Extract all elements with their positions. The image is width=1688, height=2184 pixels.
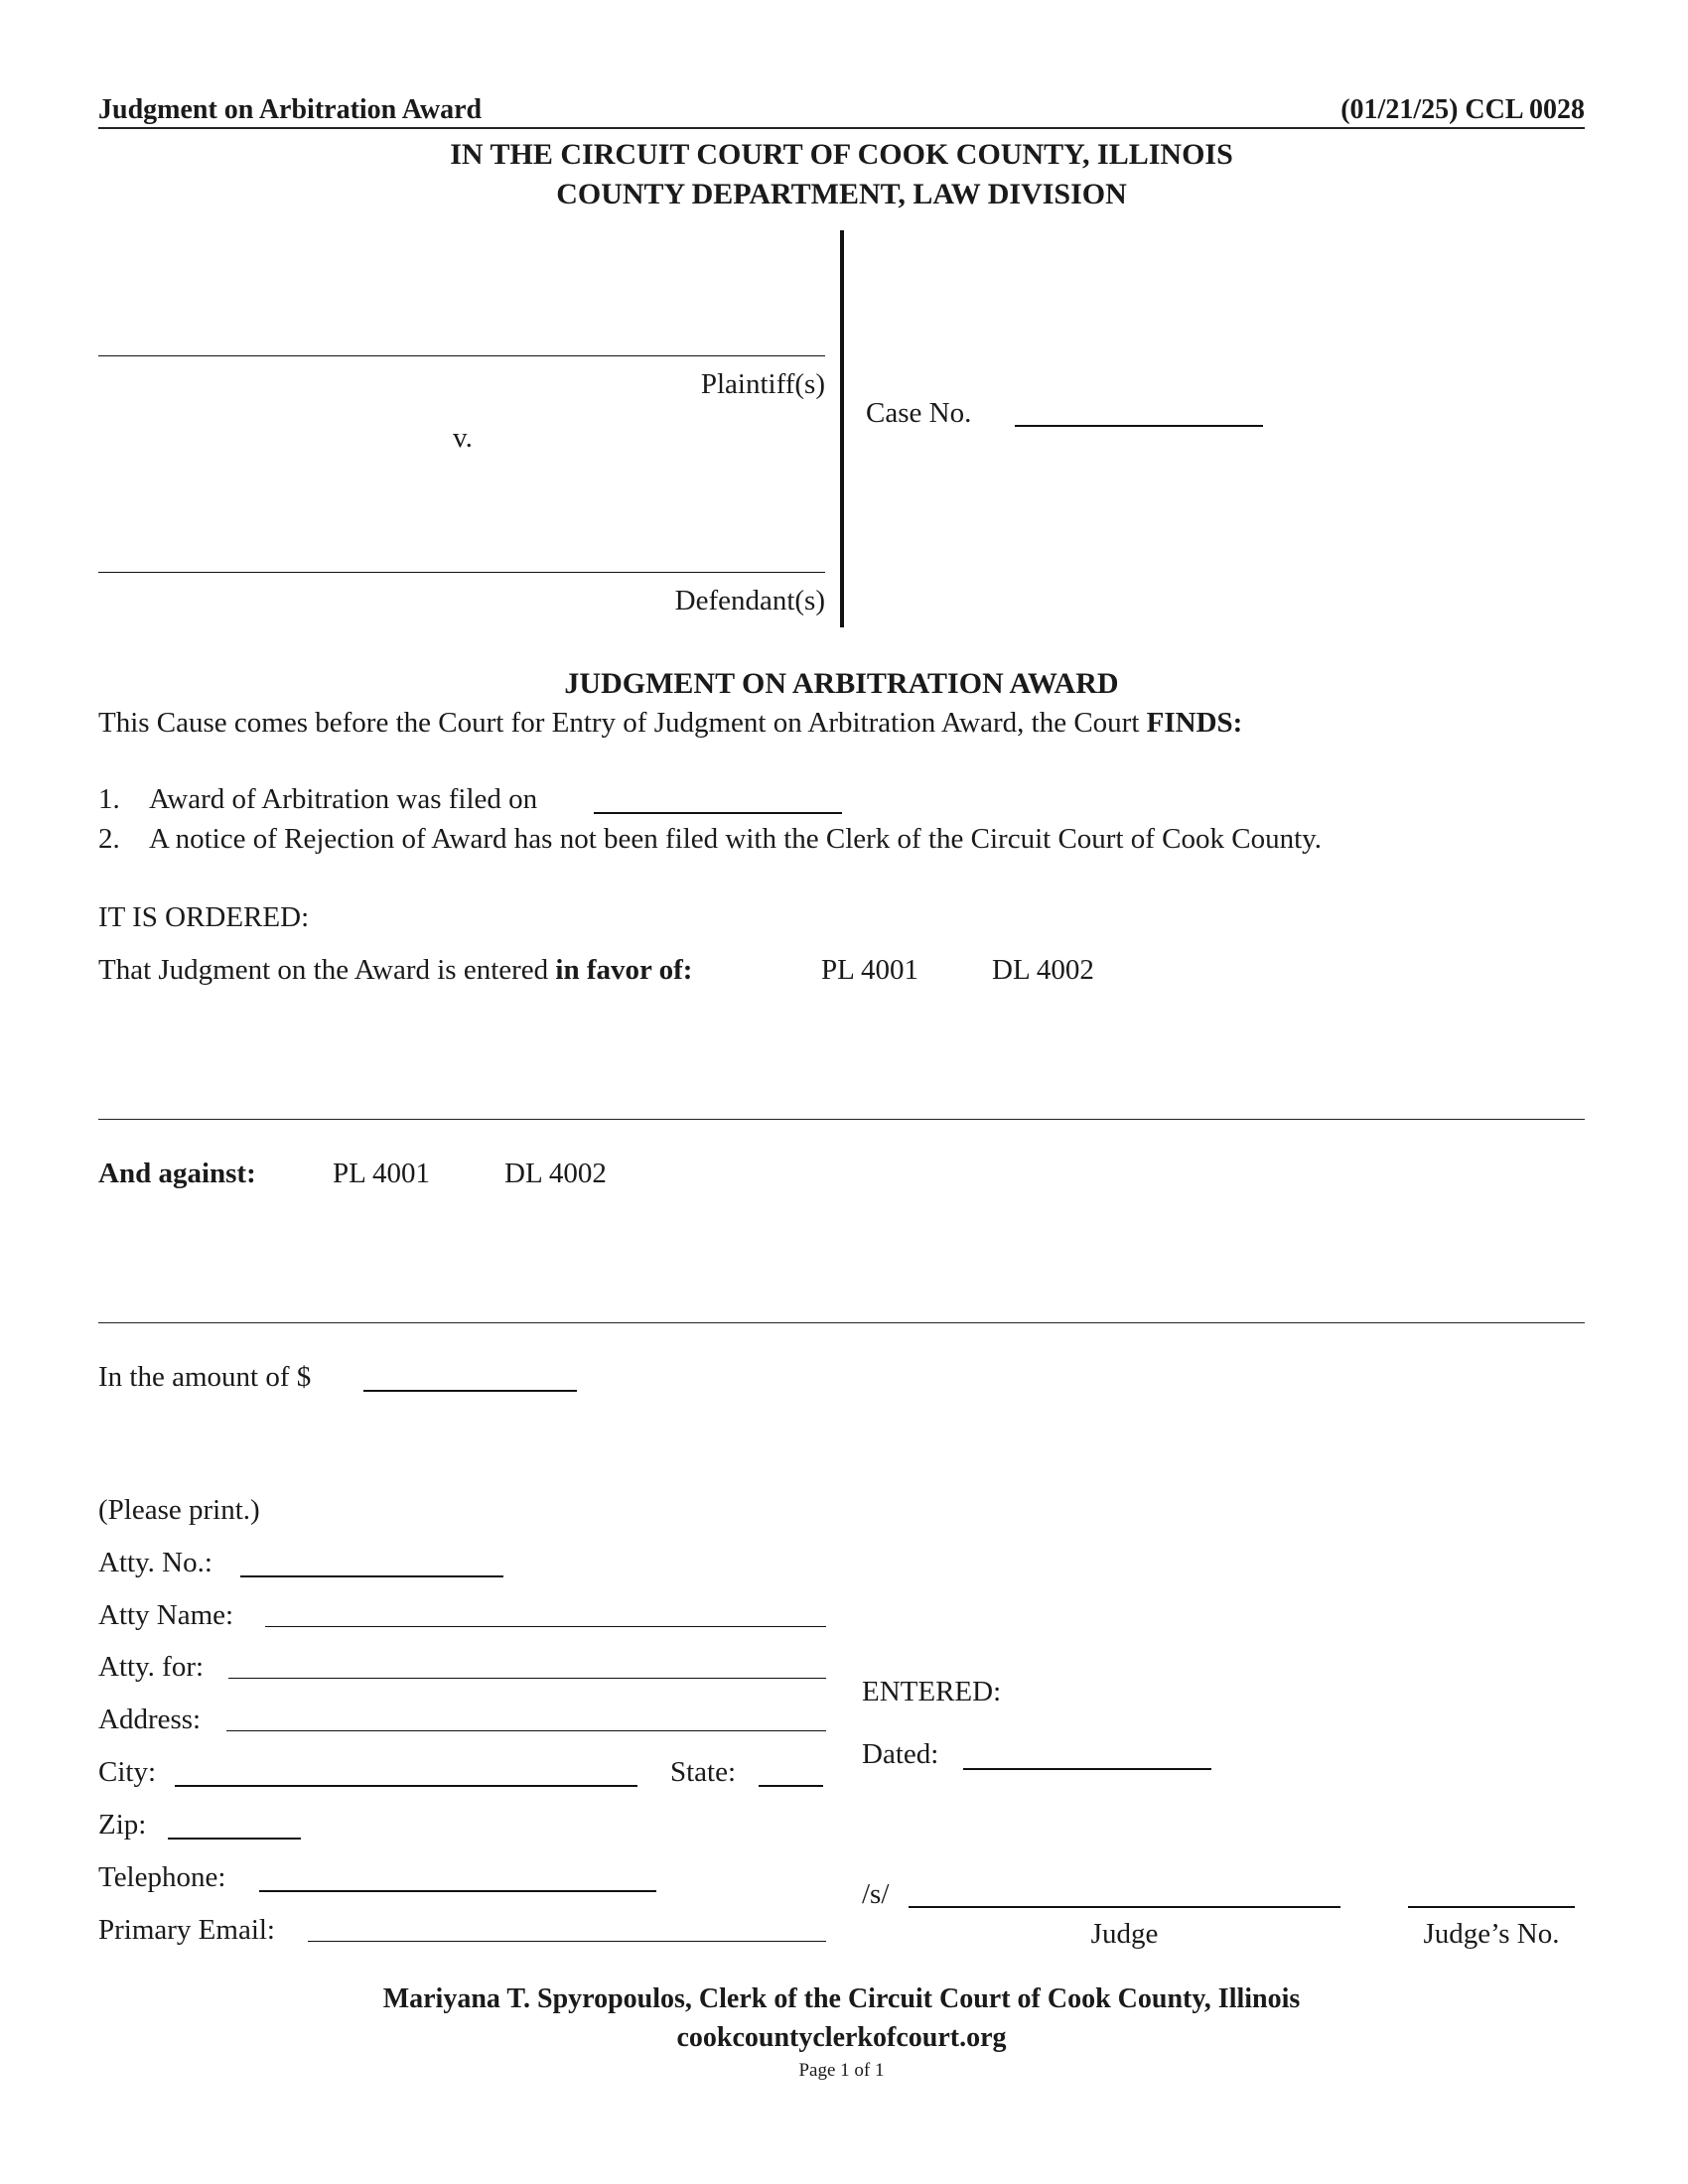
caption-divider	[840, 230, 844, 627]
please-print-note: (Please print.)	[98, 1494, 260, 1526]
judge-number-field[interactable]	[1408, 1906, 1575, 1908]
telephone-label: Telephone:	[98, 1861, 226, 1893]
address-field[interactable]	[226, 1730, 826, 1731]
case-no-field[interactable]	[1015, 425, 1263, 427]
address-label: Address:	[98, 1704, 202, 1735]
atty-name-field[interactable]	[265, 1626, 826, 1627]
amount-field[interactable]	[363, 1390, 577, 1392]
favor-party-line[interactable]	[98, 1119, 1585, 1120]
favor-dl-option[interactable]: DL 4002	[992, 954, 1094, 986]
defendant-label: Defendant(s)	[674, 585, 825, 616]
zip-label: Zip:	[98, 1809, 147, 1841]
intro-text: This Cause comes before the Court for Entry of Judgment on Arbitration Award, the Court FINDS:	[98, 707, 1243, 739]
judgment-title: JUDGMENT ON ARBITRATION AWARD	[564, 667, 1119, 700]
against-label: And against:	[98, 1158, 256, 1189]
clerk-website[interactable]: cookcountyclerkofcourt.org	[676, 2022, 1007, 2053]
versus-label: v.	[453, 422, 473, 454]
finding-1-text: Award of Arbitration was filed on	[149, 783, 538, 815]
defendant-line[interactable]	[98, 572, 825, 573]
email-field[interactable]	[308, 1941, 826, 1942]
header-rule	[98, 127, 1585, 129]
against-pl-option[interactable]: PL 4001	[333, 1158, 431, 1189]
finding-2-number: 2.	[98, 823, 120, 855]
against-dl-option[interactable]: DL 4002	[504, 1158, 607, 1189]
state-label: State:	[670, 1756, 737, 1788]
amount-label: In the amount of $	[98, 1361, 312, 1393]
court-division: COUNTY DEPARTMENT, LAW DIVISION	[556, 178, 1127, 210]
plaintiff-line[interactable]	[98, 355, 825, 356]
city-label: City:	[98, 1756, 157, 1788]
atty-for-field[interactable]	[228, 1678, 826, 1679]
dated-label: Dated:	[862, 1738, 939, 1770]
state-field[interactable]	[759, 1785, 823, 1787]
favor-pl-option[interactable]: PL 4001	[821, 954, 919, 986]
telephone-field[interactable]	[259, 1890, 656, 1892]
clerk-name: Mariyana T. Spyropoulos, Clerk of the Circuit Court of Cook County, Illinois	[382, 1983, 1301, 2014]
atty-for-label: Atty. for:	[98, 1651, 205, 1683]
case-no-label: Case No.	[866, 397, 972, 429]
court-name: IN THE CIRCUIT COURT OF COOK COUNTY, ILLINOIS	[450, 138, 1233, 171]
finding-1-number: 1.	[98, 783, 120, 815]
city-field[interactable]	[175, 1785, 637, 1787]
zip-field[interactable]	[168, 1838, 301, 1840]
email-label: Primary Email:	[98, 1914, 275, 1946]
entered-label: ENTERED:	[862, 1676, 1002, 1707]
atty-no-label: Atty. No.:	[98, 1547, 212, 1578]
page-number: Page 1 of 1	[798, 2060, 885, 2081]
judge-signature-field[interactable]	[909, 1906, 1340, 1908]
atty-no-field[interactable]	[240, 1575, 503, 1577]
form-title: Judgment on Arbitration Award	[98, 94, 483, 125]
judge-number-label: Judge’s No.	[1423, 1918, 1560, 1950]
ordered-heading: IT IS ORDERED:	[98, 901, 310, 933]
plaintiff-label: Plaintiff(s)	[700, 368, 825, 400]
signature-prefix: /s/	[862, 1878, 890, 1910]
judge-label: Judge	[1090, 1918, 1159, 1950]
finding-2-text: A notice of Rejection of Award has not been filed with the Clerk of the Circuit Court of Cook County.	[149, 823, 1323, 855]
award-filed-date-field[interactable]	[594, 812, 842, 814]
atty-name-label: Atty Name:	[98, 1599, 234, 1631]
favor-text: That Judgment on the Award is entered in favor of:	[98, 954, 693, 986]
form-code: (01/21/25) CCL 0028	[1340, 94, 1585, 125]
against-party-line[interactable]	[98, 1322, 1585, 1323]
dated-field[interactable]	[963, 1768, 1211, 1770]
